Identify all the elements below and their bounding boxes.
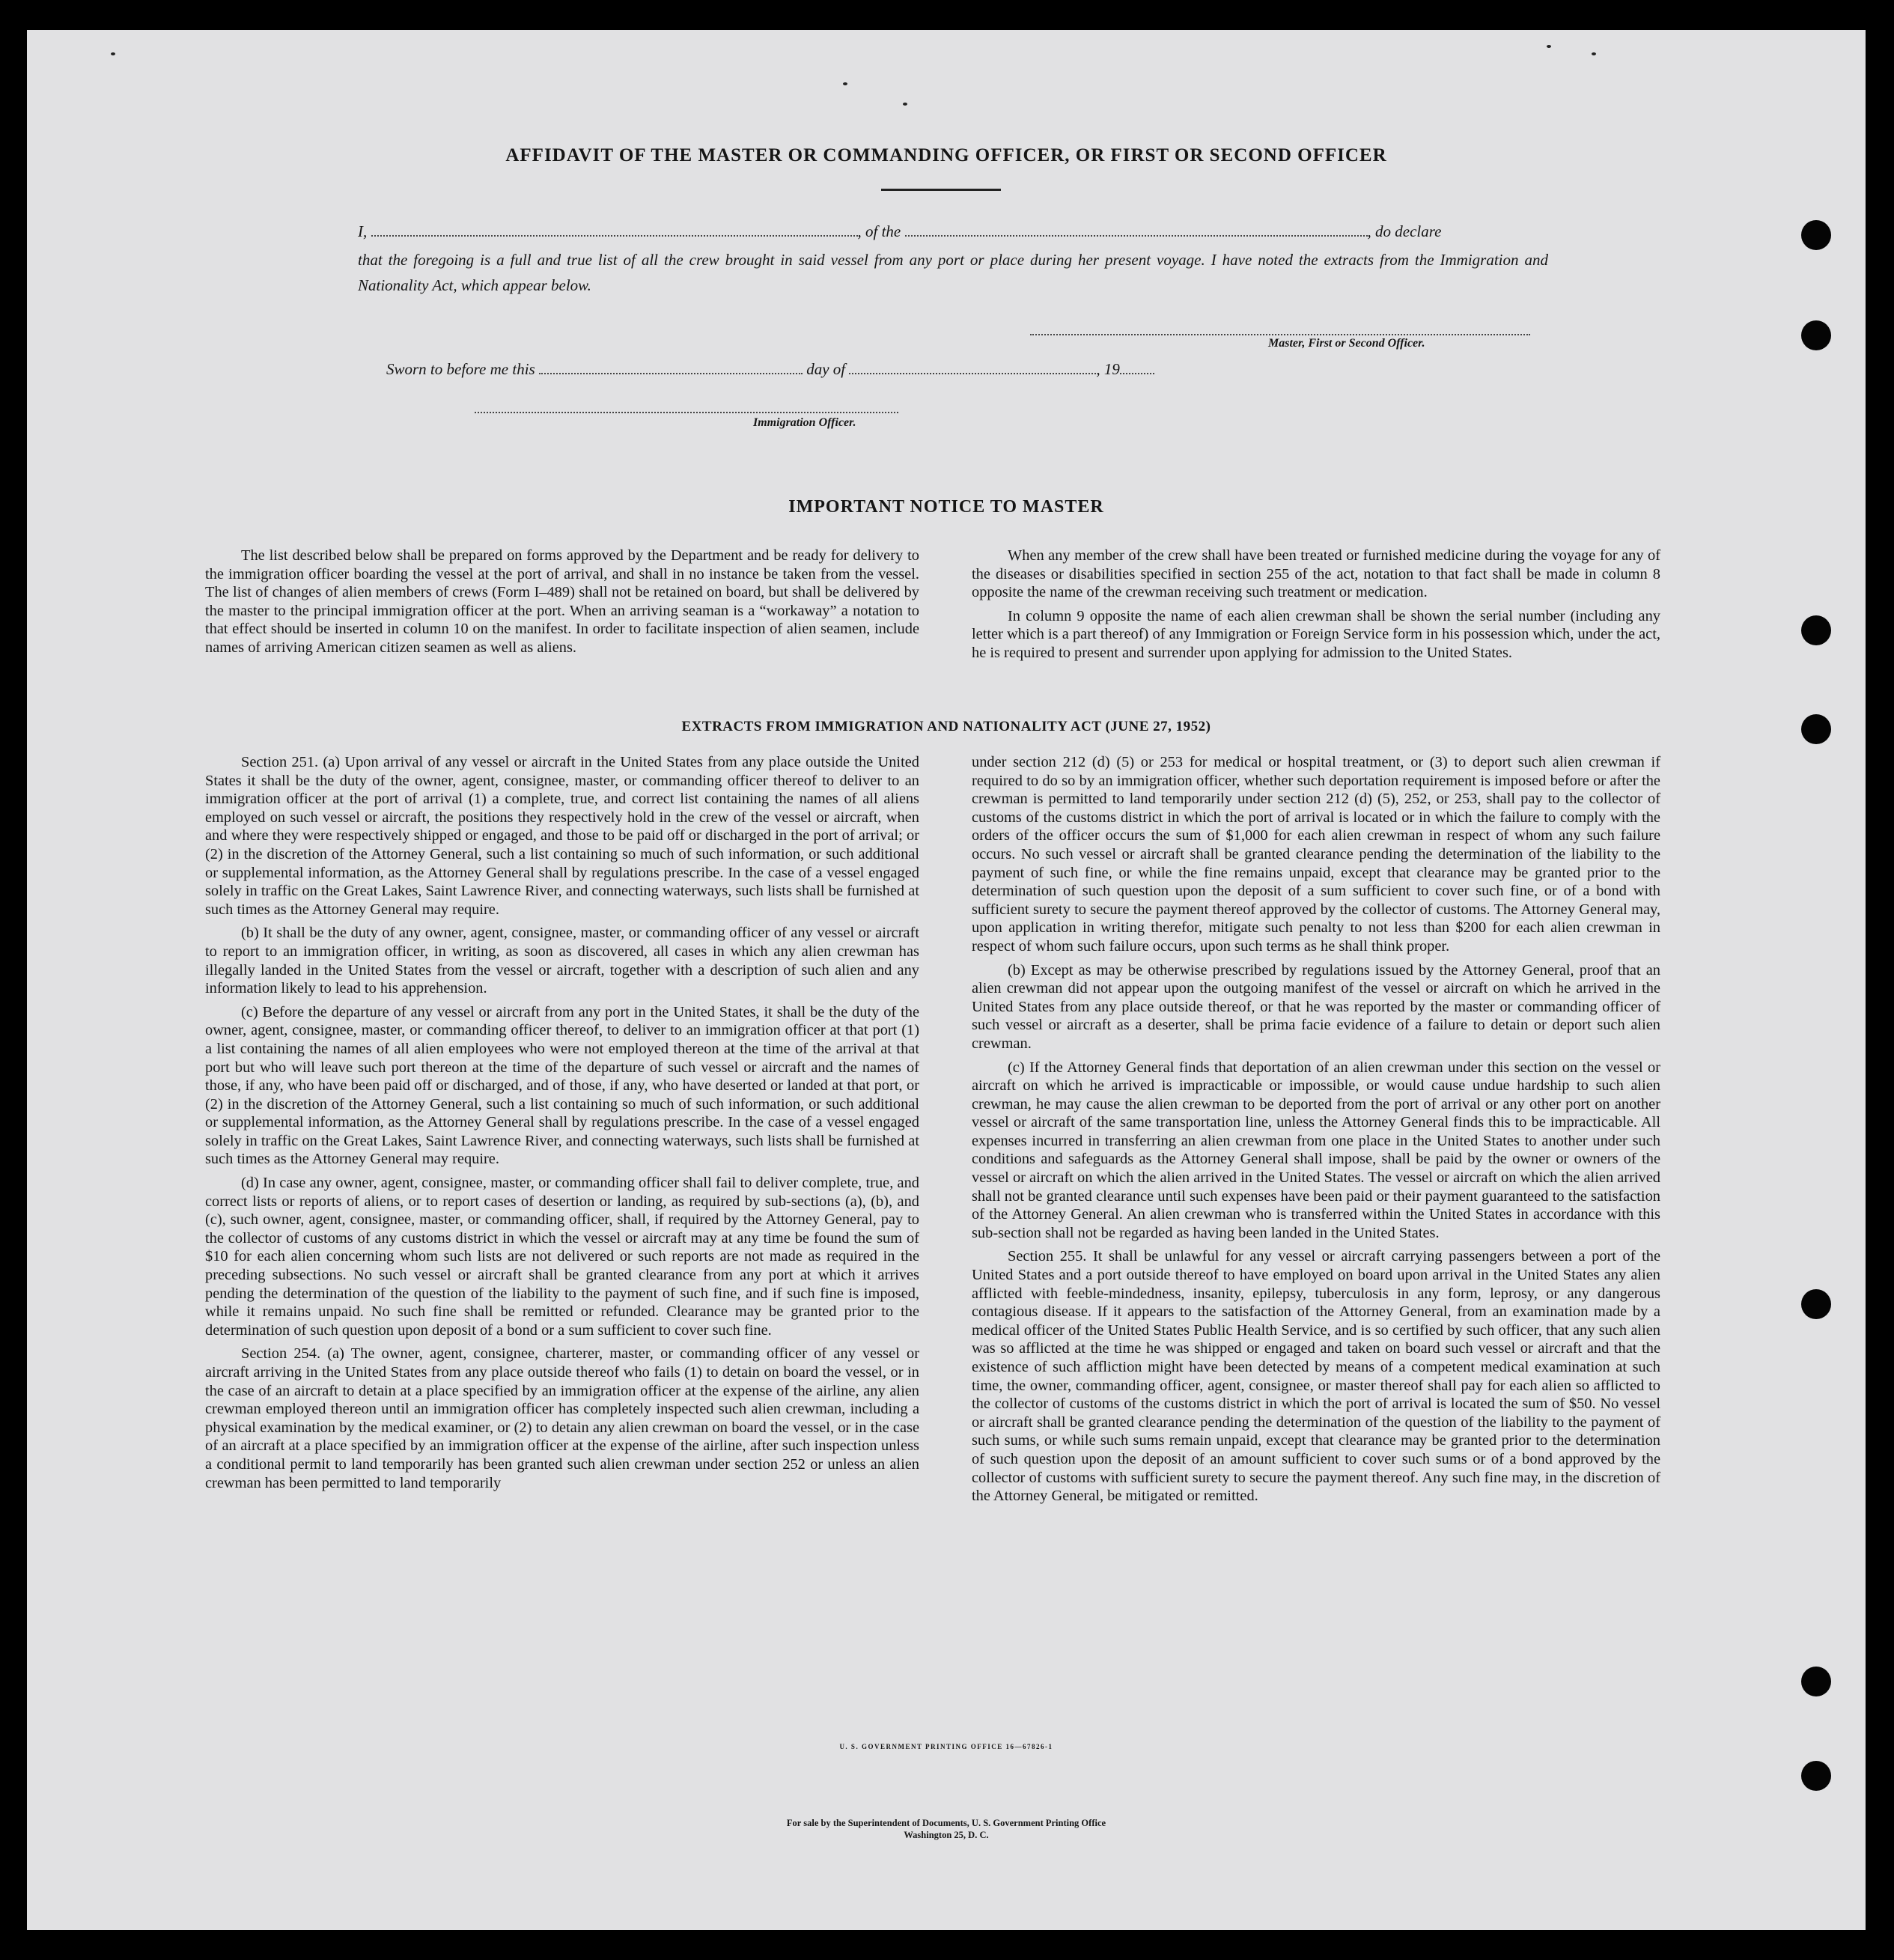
speck — [843, 82, 847, 85]
sworn-year-field[interactable] — [1120, 361, 1154, 374]
speck — [903, 103, 907, 106]
speck — [111, 52, 115, 55]
section-254-a-continued: under section 212 (d) (5) or 253 for medical or hospital treatment, or (3) to deport such alien crewman if required to do so by an immigration officer, whether such deportation requirement is imposed before or after the crewman is permitted to land temporarily under section 212 (d) (5), 252, or 253, shall pay to the collector of customs of the customs district in which the port of arrival is located or in which the failure to comply with the orders of the officer occurs the sum of $1,000 for each alien crewman in respect of whom any such failure occurs. No such vessel or aircraft shall be granted clearance pending the determination of the liability to the payment of such fine, or while the fine remains unpaid, except that clearance may be granted prior to the determination of such question upon the deposit of a sum sufficient to cover such fine, or of a bond with sufficient surety to secure the payment thereof approved by the collector of customs. The Attorney General may, upon application in writing therefor, mitigate such penalty to not less than $200 for each alien crewman in respect of whom such failure occurs, upon such terms as he shall think proper. — [972, 754, 1660, 955]
section-251-b: (b) It shall be the duty of any owner, agent, consignee, master, or commanding officer of any vessel or aircraft to report to an immigration officer, in writing, as soon as discovered, all cases in which any alien crewman has illegally landed in the United States from the vessel or aircraft, together with a description of such alien and any information likely to lead to his apprehension. — [205, 925, 919, 997]
day-of-label: day of — [806, 360, 846, 378]
vessel-field[interactable] — [905, 223, 1368, 237]
speck — [1547, 45, 1551, 48]
notice-right-column — [972, 547, 1660, 668]
officer-signature-line[interactable] — [475, 412, 898, 413]
declaration-line — [358, 219, 1548, 244]
extracts-title: EXTRACTS FROM IMMIGRATION AND NATIONALITY ACT (JUNE 27, 1952) — [681, 719, 1211, 734]
sworn-label: Sworn to before me this — [386, 360, 535, 378]
decl-of-the-label: , of the — [857, 222, 901, 240]
section-251-d: (d) In case any owner, agent, consignee, master, or commanding officer shall fail to deliver complete, true, and correct lists or reports of aliens, or to report cases of desertion or landing, as required by sub-sections (a), (b), and (c), such owner, agent, consignee, master, or commanding officer, shall, if required by the Attorney General, pay to the collector of customs of any customs district in which the vessel or aircraft may at any time be found the sum of $10 for each alien concerning whom such lists are not delivered or such reports are not made as required in the preceding subsections. No such vessel or aircraft shall be granted clearance from any port at which it arrives pending the determination of the question of the liability to the payment of such fine, and if such fine is imposed, while it remains unpaid. No such fine shall be remitted or refunded. Clearance may be granted prior to the determination of such question upon deposit of a bond or a sum sufficient to cover such fine. — [205, 1175, 919, 1339]
extracts-right-column — [972, 753, 1660, 1511]
notice-right-paragraph-2: In column 9 opposite the name of each alien crewman shall be shown the serial number (including any letter which is a part thereof) of any Immigration or Foreign Service form in his possession which, under the act, he is required to present and surrender upon applying for admission to the United States. — [972, 607, 1660, 661]
section-254-b: (b) Except as may be otherwise prescribed by regulations issued by the Attorney General, proof that an alien crewman did not appear upon the outgoing manifest of the vessel or aircraft on which he arrived in the United States from any place outside thereof, or that he was reported by the master or commanding officer of such vessel or aircraft as a deserter, shall be prima facie evidence of a failure to detain or deport such alien crewman. — [972, 961, 1660, 1052]
sworn-month-field[interactable] — [849, 361, 1096, 374]
name-field[interactable] — [371, 223, 858, 237]
affidavit-title: AFFIDAVIT OF THE MASTER OR COMMANDING OFFICER, OR FIRST OR SECOND OFFICER — [505, 145, 1387, 165]
section-251-a: Section 251. (a) Upon arrival of any vessel or aircraft in the United States from any place outside the United States it shall be the duty of the owner, agent, consignee, master, or commanding officer thereof to deliver to an immigration officer at the port of arrival (1) a complete, true, and correct list containing the names of all aliens employed on such vessel or aircraft, the positions they respectively hold in the crew of the vessel or aircraft, when and where they were respectively shipped or engaged, and those to be paid off or discharged in the port of arrival; or (2) in the discretion of the Attorney General, such a list containing so much of such information, or such additional or supplemental information, as the Attorney General shall by regulations prescribe. In the case of a vessel engaged solely in traffic on the Great Lakes, Saint Lawrence River, and connecting waterways, such lists shall be furnished at such times as the Attorney General may require. — [205, 754, 919, 918]
section-251-c: (c) Before the departure of any vessel or aircraft from any port in the United States, it shall be the duty of the owner, agent, consignee, master, or commanding officer thereof, to deliver to an immigration officer at that port (1) a list containing the names of all alien employees who were not employed thereon at the time of the arrival at that port but who will leave such port thereon at the time of the departure of such vessel or aircraft and the names of those, if any, who have been paid off or discharged, and of those, if any, who have deserted or landed at that port, or (2) in the discretion of the Attorney General, such a list containing so much of such information, or such additional or supplemental information, as the Attorney General shall by regulations prescribe. In the case of a vessel engaged solely in traffic on the Great Lakes, Saint Lawrence River, and connecting waterways, such lists shall be furnished at such times as the Attorney General may require. — [205, 1003, 919, 1168]
decl-i-label: I, — [358, 222, 368, 240]
section-254-a: Section 254. (a) The owner, agent, consignee, charterer, master, or commanding officer of any vessel or aircraft arriving in the United States from any place outside thereof who fails (1) to detain on board the vessel, or in the case of an aircraft to detain at a place specified by an immigration officer at the expense of the airline, any alien crewman employed thereon until an immigration officer has completely inspected such alien crewman, including a physical examination by the medical examiner, or (2) to detain any alien crewman on board the vessel, or in the case of an aircraft at a place specified by an immigration officer at the expense of the airline, after such inspection unless a conditional permit to land temporarily has been granted such alien crewman under section 252 or unless an alien crewman has been permitted to land temporarily — [205, 1345, 919, 1491]
officer-signature-caption: Immigration Officer. — [753, 416, 856, 429]
notice-left-paragraph: The list described below shall be prepared on forms approved by the Department and be ready for delivery to the immigration officer boarding the vessel at the port of arrival, and shall in no instance be taken from the vessel. The list of changes of alien members of crews (Form I–489) shall not be retained on board, but shall be delivered by the master to the principal immigration officer at the port. When an arriving seaman is a “workaway” a notation to that effect should be inserted in column 10 on the manifest. In order to facilitate inspection of alien seamen, include names of arriving American citizen seamen as well as aliens. — [205, 547, 919, 656]
section-254-c: (c) If the Attorney General finds that deportation of an alien crewman under this section on the vessel or aircraft on which he arrived is impracticable or impossible, or would cause undue hardship to such alien crewman, he may cause the alien crewman to be deported from the port of arrival or any other port on another vessel or aircraft of the same transportation line, unless the Attorney General finds this to be impracticable. All expenses incurred in transferring an alien crewman from one place in the United States to another under such conditions and safeguards as the Attorney General shall impose, shall be paid by the owner or owners of the vessel or aircraft on which the alien arrived in the United States. The vessel or aircraft on which the alien arrived shall not be granted clearance until such expenses have been paid or their payment guaranteed to the satisfaction of the Attorney General. An alien crewman who is transferred within the United States in accordance with this sub-section shall not be regarded as having been landed in the United States. — [972, 1059, 1660, 1241]
extracts-left-column — [205, 753, 919, 1497]
sworn-line — [386, 356, 1359, 382]
punch-hole — [1801, 615, 1831, 645]
master-signature-caption: Master, First or Second Officer. — [1268, 337, 1425, 350]
title-rule — [881, 189, 1001, 191]
document-page — [27, 30, 1866, 1930]
year-prefix-label: , 19 — [1096, 360, 1120, 378]
punch-hole — [1801, 1667, 1831, 1696]
notice-left-column — [205, 547, 919, 663]
declaration-text: that the foregoing is a full and true list of all the crew brought in said vessel from any port or place during her present voyage. I have noted the extracts from the Immigration and Nationality Act, which appear below. — [358, 251, 1548, 294]
punch-hole — [1801, 1761, 1831, 1791]
section-255: Section 255. It shall be unlawful for any vessel or aircraft carrying passengers between a port of the United States and a port outside thereof to have employed on board upon arrival in the United States any alien afflicted with feeble-mindedness, insanity, epilepsy, tuberculosis in any form, leprosy, or any dangerous contagious disease. If it appears to the satisfaction of the Attorney General, from an examination made by a medical officer of the United States Public Health Service, and is so certified by such officer, that any such alien was so afflicted at the time he was shipped or engaged and taken on board such vessel or aircraft and that the existence of such affliction might have been detected by means of a competent medical examination at such time, the owner, commanding officer, agent, consignee, or master thereof shall pay for each alien so afflicted to the collector of customs of the customs district in which the port of arrival is located the sum of $50. No vessel or aircraft shall be granted clearance pending the determination of the question of the liability to the payment of such sums, or while such sums remain unpaid, except that clearance may be granted prior to the determination of such question upon the deposit of an amount sufficient to cover such sums or of a bond approved by the collector of customs with sufficient surety to secure the payment thereof. Any such fine may, in the discretion of the Attorney General, be mitigated or remitted. — [972, 1248, 1660, 1505]
punch-hole — [1801, 220, 1831, 250]
decl-do-declare-label: , do declare — [1367, 222, 1442, 240]
notice-right-paragraph-1: When any member of the crew shall have been treated or furnished medicine during the voyage for any of the diseases or disabilities specified in section 255 of the act, notation to that fact shall be made in column 8 opposite the name of the crewman receiving such treatment or medication. — [972, 547, 1660, 601]
punch-hole — [1801, 320, 1831, 350]
speck — [1592, 52, 1596, 55]
master-signature-line[interactable] — [1030, 334, 1530, 335]
sworn-day-field[interactable] — [539, 361, 803, 374]
sale-line-2: Washington 25, D. C. — [904, 1830, 989, 1840]
sale-line-1: For sale by the Superintendent of Documents, U. S. Government Printing Office — [786, 1818, 1106, 1828]
printing-office-line: U. S. GOVERNMENT PRINTING OFFICE 16—67826-1 — [839, 1743, 1053, 1750]
punch-hole — [1801, 1289, 1831, 1319]
notice-title: IMPORTANT NOTICE TO MASTER — [788, 497, 1104, 517]
